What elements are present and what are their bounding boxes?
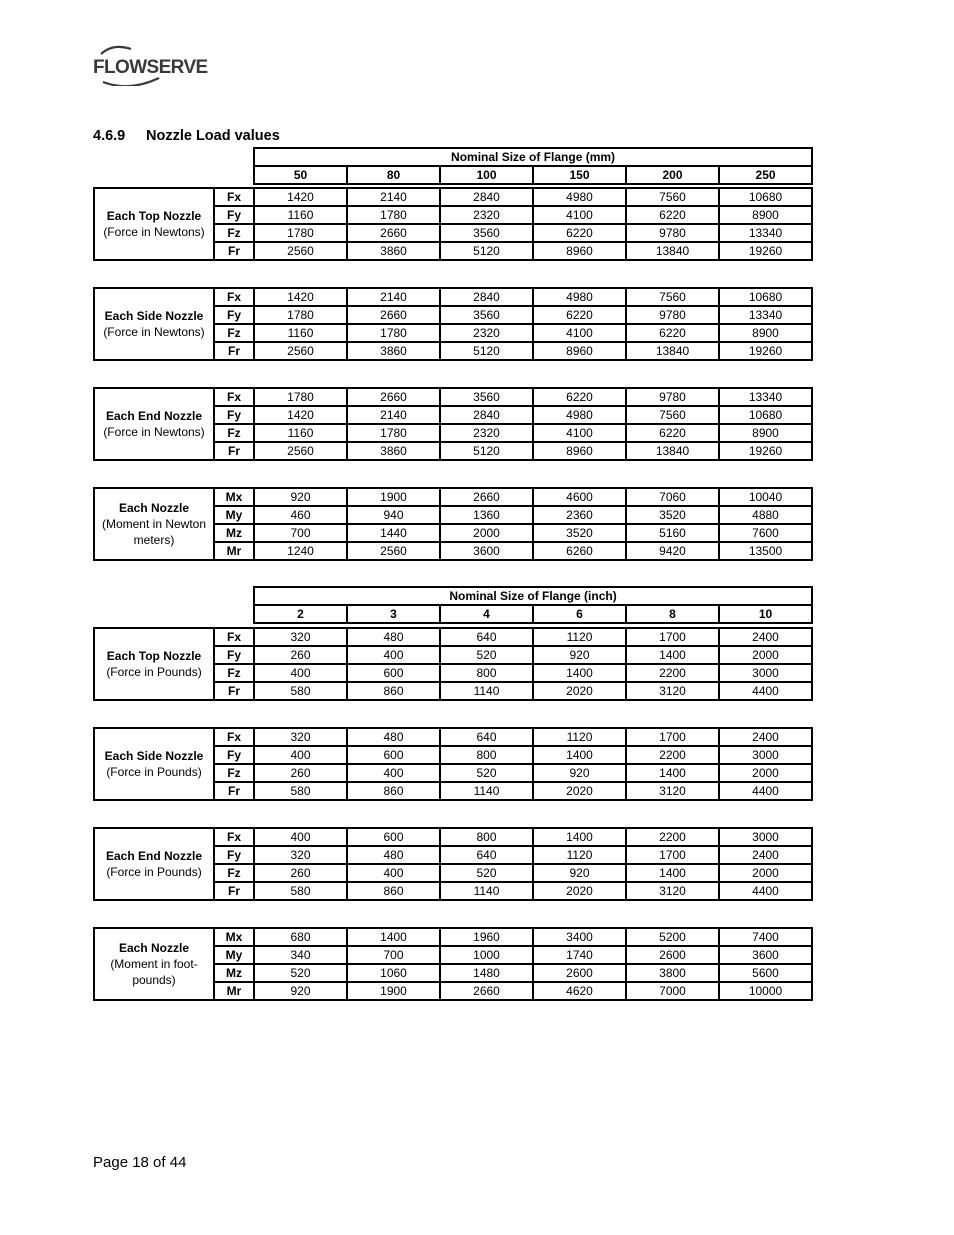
nozzle-load-group xyxy=(93,387,813,461)
component-label: Fr xyxy=(214,682,254,700)
flange-size-cell: 6 xyxy=(533,605,626,623)
component-label: Fy xyxy=(214,406,254,424)
load-value-cell: 1780 xyxy=(347,324,440,342)
load-value-cell: 3860 xyxy=(347,342,440,360)
load-value-cell: 2140 xyxy=(347,288,440,306)
nozzle-load-group xyxy=(93,927,813,1001)
load-value-cell: 2660 xyxy=(347,224,440,242)
load-value-cell: 3860 xyxy=(347,242,440,260)
load-value-cell: 680 xyxy=(254,928,347,946)
load-value-cell: 1900 xyxy=(347,982,440,1000)
load-value-cell: 480 xyxy=(347,628,440,646)
load-value-cell: 4400 xyxy=(719,782,812,800)
component-label: Fr xyxy=(214,782,254,800)
load-value-cell: 1060 xyxy=(347,964,440,982)
load-value-cell: 2200 xyxy=(626,746,719,764)
component-label: Fz xyxy=(214,864,254,882)
flange-size-header xyxy=(253,147,813,185)
load-value-cell: 3560 xyxy=(440,306,533,324)
load-value-cell: 1120 xyxy=(533,628,626,646)
load-value-cell: 1140 xyxy=(440,882,533,900)
component-label: Fz xyxy=(214,224,254,242)
load-value-cell: 4400 xyxy=(719,682,812,700)
load-value-cell: 9780 xyxy=(626,388,719,406)
load-value-cell: 1420 xyxy=(254,188,347,206)
load-value-cell: 1960 xyxy=(440,928,533,946)
load-value-cell: 600 xyxy=(347,828,440,846)
component-label: Fz xyxy=(214,764,254,782)
load-value-cell: 400 xyxy=(254,664,347,682)
load-value-cell: 13340 xyxy=(719,224,812,242)
component-label: Mx xyxy=(214,928,254,946)
component-label: Fr xyxy=(214,442,254,460)
load-value-cell: 600 xyxy=(347,746,440,764)
group-subtitle: (Force in Newtons) xyxy=(103,425,205,439)
load-value-cell: 400 xyxy=(254,746,347,764)
load-value-cell: 2140 xyxy=(347,188,440,206)
load-value-cell: 2660 xyxy=(347,388,440,406)
load-value-cell: 320 xyxy=(254,628,347,646)
load-value-cell: 2840 xyxy=(440,406,533,424)
group-label xyxy=(94,188,214,260)
load-value-cell: 6220 xyxy=(626,206,719,224)
load-value-cell: 2320 xyxy=(440,206,533,224)
load-value-cell: 1360 xyxy=(440,506,533,524)
section-title: Nozzle Load values xyxy=(146,128,280,144)
load-value-cell: 2000 xyxy=(440,524,533,542)
load-value-cell: 7560 xyxy=(626,406,719,424)
load-value-cell: 7600 xyxy=(719,524,812,542)
load-value-cell: 19260 xyxy=(719,242,812,260)
group-subtitle: (Force in Pounds) xyxy=(106,665,202,679)
load-value-cell: 2400 xyxy=(719,628,812,646)
load-value-cell: 640 xyxy=(440,728,533,746)
flange-size-cell: 3 xyxy=(347,605,440,623)
table-row xyxy=(94,288,812,306)
component-label: Fr xyxy=(214,342,254,360)
load-value-cell: 6260 xyxy=(533,542,626,560)
flange-size-cell: 4 xyxy=(440,605,533,623)
load-value-cell: 8900 xyxy=(719,206,812,224)
load-value-cell: 2600 xyxy=(533,964,626,982)
component-label: My xyxy=(214,946,254,964)
component-label: Fy xyxy=(214,206,254,224)
component-label: Fx xyxy=(214,728,254,746)
load-value-cell: 1000 xyxy=(440,946,533,964)
component-label: Fx xyxy=(214,388,254,406)
load-value-cell: 600 xyxy=(347,664,440,682)
load-value-cell: 9780 xyxy=(626,224,719,242)
load-value-cell: 2320 xyxy=(440,324,533,342)
section-number: 4.6.9 xyxy=(93,128,126,144)
load-value-cell: 520 xyxy=(440,764,533,782)
group-title: Each Nozzle xyxy=(118,501,190,515)
load-value-cell: 2200 xyxy=(626,664,719,682)
flange-size-caption: Nominal Size of Flange (inch) xyxy=(254,587,812,605)
nozzle-load-group xyxy=(93,827,813,901)
load-value-cell: 2560 xyxy=(254,342,347,360)
load-value-cell: 5200 xyxy=(626,928,719,946)
component-label: Mz xyxy=(214,964,254,982)
load-value-cell: 2660 xyxy=(347,306,440,324)
table-row xyxy=(94,928,812,946)
load-value-cell: 1400 xyxy=(626,864,719,882)
load-value-cell: 1400 xyxy=(626,646,719,664)
load-value-cell: 800 xyxy=(440,828,533,846)
load-value-cell: 7560 xyxy=(626,288,719,306)
load-value-cell: 2400 xyxy=(719,846,812,864)
load-value-cell: 3000 xyxy=(719,746,812,764)
component-label: Fy xyxy=(214,306,254,324)
load-value-cell: 3600 xyxy=(719,946,812,964)
component-label: Mr xyxy=(214,542,254,560)
group-label xyxy=(94,628,214,700)
logo-text: FLOWSERVE xyxy=(93,57,208,78)
group-label xyxy=(94,288,214,360)
load-value-cell: 2000 xyxy=(719,646,812,664)
load-value-cell: 1780 xyxy=(347,424,440,442)
load-value-cell: 7060 xyxy=(626,488,719,506)
load-value-cell: 6220 xyxy=(533,224,626,242)
load-value-cell: 2000 xyxy=(719,864,812,882)
load-value-cell: 3800 xyxy=(626,964,719,982)
load-value-cell: 1900 xyxy=(347,488,440,506)
load-value-cell: 2020 xyxy=(533,682,626,700)
group-title: Each Side Nozzle xyxy=(104,749,204,763)
component-label: Mr xyxy=(214,982,254,1000)
load-value-cell: 1780 xyxy=(254,388,347,406)
group-title: Each End Nozzle xyxy=(105,849,203,863)
load-value-cell: 1420 xyxy=(254,406,347,424)
group-label xyxy=(94,488,214,560)
group-title: Each Top Nozzle xyxy=(106,649,202,663)
load-value-cell: 1400 xyxy=(347,928,440,946)
load-value-cell: 2020 xyxy=(533,882,626,900)
group-label xyxy=(94,828,214,900)
load-value-cell: 4880 xyxy=(719,506,812,524)
nozzle-load-group xyxy=(93,727,813,801)
load-value-cell: 1160 xyxy=(254,324,347,342)
load-value-cell: 340 xyxy=(254,946,347,964)
load-value-cell: 1120 xyxy=(533,846,626,864)
load-value-cell: 580 xyxy=(254,782,347,800)
load-value-cell: 5120 xyxy=(440,342,533,360)
load-value-cell: 400 xyxy=(347,764,440,782)
component-label: Fr xyxy=(214,242,254,260)
load-value-cell: 1420 xyxy=(254,288,347,306)
load-value-cell: 5120 xyxy=(440,242,533,260)
load-value-cell: 260 xyxy=(254,646,347,664)
load-value-cell: 6220 xyxy=(533,306,626,324)
load-value-cell: 2560 xyxy=(254,442,347,460)
load-value-cell: 10680 xyxy=(719,288,812,306)
load-value-cell: 1400 xyxy=(533,828,626,846)
group-subtitle: (Force in Pounds) xyxy=(106,765,202,779)
load-value-cell: 1780 xyxy=(254,306,347,324)
load-value-cell: 3520 xyxy=(626,506,719,524)
load-value-cell: 920 xyxy=(254,982,347,1000)
load-value-cell: 3120 xyxy=(626,882,719,900)
load-value-cell: 4980 xyxy=(533,188,626,206)
load-value-cell: 2140 xyxy=(347,406,440,424)
component-label: Fz xyxy=(214,664,254,682)
load-value-cell: 19260 xyxy=(719,442,812,460)
group-title: Each Nozzle xyxy=(118,941,190,955)
load-value-cell: 1780 xyxy=(347,206,440,224)
load-value-cell: 7400 xyxy=(719,928,812,946)
load-value-cell: 13840 xyxy=(626,242,719,260)
table-row xyxy=(94,728,812,746)
load-value-cell: 640 xyxy=(440,628,533,646)
load-value-cell: 19260 xyxy=(719,342,812,360)
load-value-cell: 5120 xyxy=(440,442,533,460)
load-value-cell: 520 xyxy=(254,964,347,982)
load-value-cell: 1400 xyxy=(533,664,626,682)
component-label: Fx xyxy=(214,288,254,306)
load-value-cell: 13340 xyxy=(719,388,812,406)
load-value-cell: 580 xyxy=(254,882,347,900)
group-title: Each Top Nozzle xyxy=(106,209,202,223)
load-value-cell: 320 xyxy=(254,846,347,864)
flange-size-cell: 80 xyxy=(347,166,440,184)
load-value-cell: 1440 xyxy=(347,524,440,542)
load-value-cell: 6220 xyxy=(626,424,719,442)
load-value-cell: 1480 xyxy=(440,964,533,982)
load-value-cell: 1120 xyxy=(533,728,626,746)
table-row xyxy=(94,388,812,406)
component-label: My xyxy=(214,506,254,524)
load-value-cell: 10680 xyxy=(719,188,812,206)
load-value-cell: 1160 xyxy=(254,424,347,442)
group-title: Each Side Nozzle xyxy=(104,309,204,323)
load-value-cell: 2840 xyxy=(440,288,533,306)
load-value-cell: 8960 xyxy=(533,442,626,460)
load-value-cell: 4980 xyxy=(533,288,626,306)
load-value-cell: 2200 xyxy=(626,828,719,846)
component-label: Fy xyxy=(214,846,254,864)
load-value-cell: 2320 xyxy=(440,424,533,442)
flange-size-header xyxy=(253,586,813,624)
load-value-cell: 480 xyxy=(347,846,440,864)
group-label xyxy=(94,928,214,1000)
page-footer: Page 18 of 44 xyxy=(93,1154,187,1171)
load-value-cell: 5160 xyxy=(626,524,719,542)
load-value-cell: 1700 xyxy=(626,728,719,746)
load-value-cell: 3560 xyxy=(440,388,533,406)
load-value-cell: 920 xyxy=(533,864,626,882)
table-row xyxy=(94,488,812,506)
load-value-cell: 460 xyxy=(254,506,347,524)
table-row xyxy=(94,628,812,646)
component-label: Fr xyxy=(214,882,254,900)
load-value-cell: 4980 xyxy=(533,406,626,424)
nozzle-load-group xyxy=(93,187,813,261)
flange-size-cell: 10 xyxy=(719,605,812,623)
load-value-cell: 3600 xyxy=(440,542,533,560)
load-value-cell: 2400 xyxy=(719,728,812,746)
load-value-cell: 580 xyxy=(254,682,347,700)
group-label xyxy=(94,728,214,800)
load-value-cell: 1740 xyxy=(533,946,626,964)
load-value-cell: 3400 xyxy=(533,928,626,946)
group-title: Each End Nozzle xyxy=(105,409,203,423)
load-value-cell: 10680 xyxy=(719,406,812,424)
load-value-cell: 2840 xyxy=(440,188,533,206)
component-label: Mz xyxy=(214,524,254,542)
load-value-cell: 9780 xyxy=(626,306,719,324)
load-value-cell: 13500 xyxy=(719,542,812,560)
load-value-cell: 400 xyxy=(254,828,347,846)
table-row xyxy=(94,828,812,846)
load-value-cell: 860 xyxy=(347,682,440,700)
load-value-cell: 10040 xyxy=(719,488,812,506)
flowserve-logo xyxy=(93,44,208,86)
component-label: Fx xyxy=(214,628,254,646)
load-value-cell: 1140 xyxy=(440,782,533,800)
load-value-cell: 9420 xyxy=(626,542,719,560)
load-value-cell: 13340 xyxy=(719,306,812,324)
group-subtitle: (Moment in Newton meters) xyxy=(101,517,207,547)
load-value-cell: 8960 xyxy=(533,342,626,360)
load-value-cell: 4600 xyxy=(533,488,626,506)
group-subtitle: (Moment in foot-pounds) xyxy=(110,957,198,987)
load-value-cell: 920 xyxy=(533,646,626,664)
load-value-cell: 1140 xyxy=(440,682,533,700)
load-value-cell: 2360 xyxy=(533,506,626,524)
flange-size-cell: 200 xyxy=(626,166,719,184)
flange-size-cell: 50 xyxy=(254,166,347,184)
load-value-cell: 1240 xyxy=(254,542,347,560)
load-value-cell: 1400 xyxy=(626,764,719,782)
group-subtitle: (Force in Newtons) xyxy=(103,225,205,239)
load-value-cell: 4100 xyxy=(533,424,626,442)
component-label: Mx xyxy=(214,488,254,506)
load-value-cell: 940 xyxy=(347,506,440,524)
load-value-cell: 3860 xyxy=(347,442,440,460)
load-value-cell: 4100 xyxy=(533,324,626,342)
flange-size-cell: 250 xyxy=(719,166,812,184)
component-label: Fx xyxy=(214,188,254,206)
load-value-cell: 1400 xyxy=(533,746,626,764)
load-value-cell: 3120 xyxy=(626,682,719,700)
load-value-cell: 2020 xyxy=(533,782,626,800)
load-value-cell: 3520 xyxy=(533,524,626,542)
flange-size-caption: Nominal Size of Flange (mm) xyxy=(254,148,812,166)
load-value-cell: 260 xyxy=(254,764,347,782)
load-value-cell: 1160 xyxy=(254,206,347,224)
load-value-cell: 10000 xyxy=(719,982,812,1000)
load-value-cell: 4100 xyxy=(533,206,626,224)
load-value-cell: 1700 xyxy=(626,846,719,864)
load-value-cell: 860 xyxy=(347,782,440,800)
load-value-cell: 800 xyxy=(440,746,533,764)
load-value-cell: 2600 xyxy=(626,946,719,964)
load-value-cell: 1700 xyxy=(626,628,719,646)
load-value-cell: 13840 xyxy=(626,342,719,360)
component-label: Fz xyxy=(214,324,254,342)
flange-size-cell: 100 xyxy=(440,166,533,184)
load-value-cell: 8960 xyxy=(533,242,626,260)
flange-size-cell: 8 xyxy=(626,605,719,623)
load-value-cell: 320 xyxy=(254,728,347,746)
load-value-cell: 3000 xyxy=(719,664,812,682)
load-value-cell: 700 xyxy=(254,524,347,542)
load-value-cell: 920 xyxy=(254,488,347,506)
load-value-cell: 4620 xyxy=(533,982,626,1000)
load-value-cell: 2000 xyxy=(719,764,812,782)
load-value-cell: 3000 xyxy=(719,828,812,846)
load-value-cell: 8900 xyxy=(719,324,812,342)
load-value-cell: 2560 xyxy=(254,242,347,260)
load-value-cell: 640 xyxy=(440,846,533,864)
load-value-cell: 13840 xyxy=(626,442,719,460)
group-subtitle: (Force in Newtons) xyxy=(103,325,205,339)
load-value-cell: 2660 xyxy=(440,982,533,1000)
flange-size-cell: 150 xyxy=(533,166,626,184)
nozzle-load-group xyxy=(93,287,813,361)
component-label: Fz xyxy=(214,424,254,442)
group-subtitle: (Force in Pounds) xyxy=(106,865,202,879)
load-value-cell: 3120 xyxy=(626,782,719,800)
component-label: Fy xyxy=(214,746,254,764)
load-value-cell: 2560 xyxy=(347,542,440,560)
component-label: Fx xyxy=(214,828,254,846)
table-row xyxy=(94,188,812,206)
load-value-cell: 8900 xyxy=(719,424,812,442)
load-value-cell: 6220 xyxy=(533,388,626,406)
section-heading xyxy=(93,128,280,144)
load-value-cell: 480 xyxy=(347,728,440,746)
load-value-cell: 700 xyxy=(347,946,440,964)
load-value-cell: 1780 xyxy=(254,224,347,242)
flange-size-cell: 2 xyxy=(254,605,347,623)
component-label: Fy xyxy=(214,646,254,664)
load-value-cell: 7000 xyxy=(626,982,719,1000)
load-value-cell: 3560 xyxy=(440,224,533,242)
load-value-cell: 400 xyxy=(347,864,440,882)
load-value-cell: 400 xyxy=(347,646,440,664)
load-value-cell: 2660 xyxy=(440,488,533,506)
load-value-cell: 4400 xyxy=(719,882,812,900)
nozzle-load-group xyxy=(93,487,813,561)
load-value-cell: 860 xyxy=(347,882,440,900)
load-value-cell: 520 xyxy=(440,646,533,664)
load-value-cell: 260 xyxy=(254,864,347,882)
load-value-cell: 7560 xyxy=(626,188,719,206)
group-label xyxy=(94,388,214,460)
nozzle-load-group xyxy=(93,627,813,701)
load-value-cell: 520 xyxy=(440,864,533,882)
load-value-cell: 920 xyxy=(533,764,626,782)
load-value-cell: 5600 xyxy=(719,964,812,982)
load-value-cell: 6220 xyxy=(626,324,719,342)
load-value-cell: 800 xyxy=(440,664,533,682)
